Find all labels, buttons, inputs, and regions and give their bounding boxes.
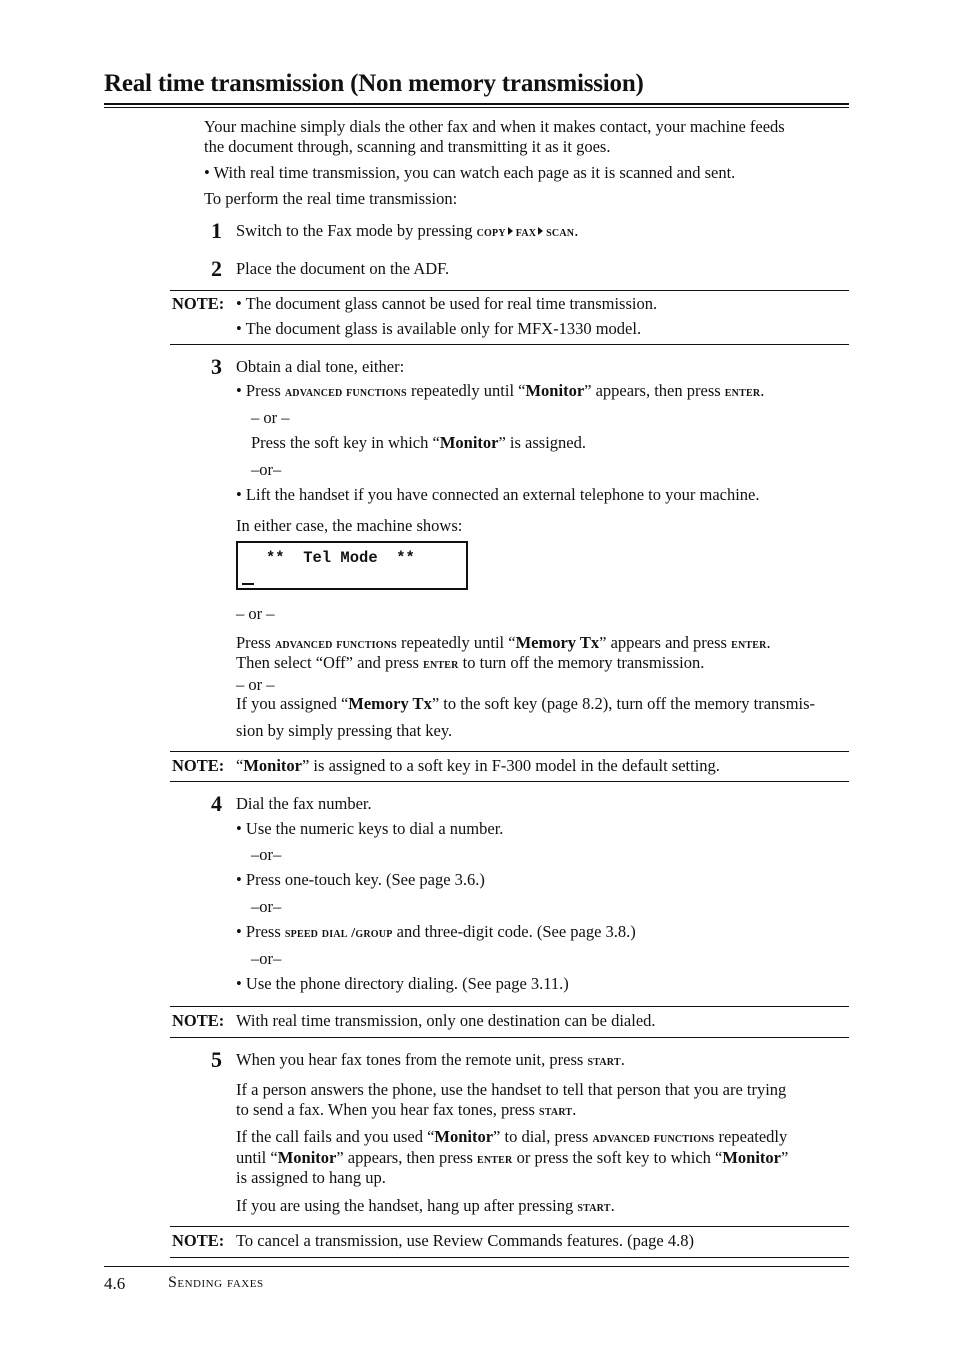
arrow-right-icon [508, 227, 513, 235]
step-2-number: 2 [211, 256, 222, 281]
note-1-rule-top [170, 290, 849, 291]
step-4-bullet-3: • Press speed dial /group and three-digit code. (See page 3.8.) [236, 922, 636, 941]
lcd-text: ** Tel Mode ** [266, 549, 415, 567]
or-separator: –or– [251, 845, 282, 864]
step-4-bullet-1: • Use the numeric keys to dial a number. [236, 819, 504, 838]
title-rule-bottom [104, 107, 849, 108]
title-rule-top [104, 103, 849, 105]
page-number: 4.6 [104, 1274, 126, 1293]
note-3-label: NOTE: [172, 1011, 225, 1030]
page-title: Real time transmission (Non memory transmission) [104, 70, 644, 97]
intro-perform: To perform the real time transmission: [204, 189, 458, 208]
note-3-rule-top [170, 1006, 849, 1007]
step-4-bullet-4: • Use the phone directory dialing. (See page 3.11.) [236, 974, 569, 993]
step-5-fail-1: If the call fails and you used “Monitor” to dial, press advanced functions repeatedly [236, 1127, 788, 1146]
note-1-bullet-1: • The document glass cannot be used for real time transmission. [236, 294, 658, 313]
step-3-memory-tx: Press advanced functions repeatedly until “Memory Tx” appears and press enter. [236, 633, 771, 652]
or-separator: – or – [251, 408, 290, 427]
note-4-rule-bottom [170, 1257, 849, 1258]
step-5-number: 5 [211, 1047, 222, 1072]
step-3-either: In either case, the machine shows: [236, 516, 463, 535]
arrow-right-icon [538, 227, 543, 235]
step-3-assigned-2: sion by simply pressing that key. [236, 721, 453, 740]
step-1-number: 1 [211, 218, 222, 243]
note-1-label: NOTE: [172, 294, 225, 313]
note-2-text: “Monitor” is assigned to a soft key in F-300 model in the default setting. [236, 756, 720, 775]
key-copy: copy [476, 225, 506, 240]
step-5-person-2: to send a fax. When you hear fax tones, press start. [236, 1100, 577, 1119]
step-4-bullet-2: • Press one-touch key. (See page 3.6.) [236, 870, 485, 889]
note-3-text: With real time transmission, only one destination can be dialed. [236, 1011, 656, 1030]
step-5-fail-2: until “Monitor” appears, then press enter or press the soft key to which “Monitor” [236, 1148, 789, 1167]
or-separator: – or – [236, 604, 275, 623]
note-1-rule-bottom [170, 344, 849, 345]
note-2-rule-top [170, 751, 849, 752]
footer-rule [104, 1266, 849, 1267]
or-separator: –or– [251, 897, 282, 916]
or-separator: – or – [236, 675, 275, 694]
or-separator: –or– [251, 949, 282, 968]
step-2-text: Place the document on the ADF. [236, 259, 450, 278]
intro-line-1: Your machine simply dials the other fax and when it makes contact, your machine feeds [204, 117, 785, 136]
note-2-rule-bottom [170, 781, 849, 782]
intro-bullet: • With real time transmission, you can watch each page as it is scanned and sent. [204, 163, 736, 182]
step-3-text: Obtain a dial tone, either: [236, 357, 405, 376]
step-3-bullet-a: • Press advanced functions repeatedly until “Monitor” appears, then press enter. [236, 381, 765, 400]
step-3-assigned: If you assigned “Memory Tx” to the soft key (page 8.2), turn off the memory transmis- [236, 694, 816, 713]
step-4-text: Dial the fax number. [236, 794, 372, 813]
step-3-softkey: Press the soft key in which “Monitor” is assigned. [251, 433, 586, 452]
step-1-text: Switch to the Fax mode by pressing copy fax scan. [236, 221, 579, 240]
note-4-text: To cancel a transmission, use Review Commands features. (page 4.8) [236, 1231, 694, 1250]
key-fax: fax [515, 225, 537, 240]
step-4-number: 4 [211, 791, 222, 816]
lcd-display [236, 541, 468, 590]
note-2-label: NOTE: [172, 756, 225, 775]
step-5-fail-3: is assigned to hang up. [236, 1168, 386, 1187]
key-scan: scan [546, 225, 575, 240]
step-5-text: When you hear fax tones from the remote unit, press start. [236, 1050, 625, 1069]
note-4-rule-top [170, 1226, 849, 1227]
lcd-cursor [242, 583, 254, 585]
or-separator: –or– [251, 460, 282, 479]
step-5-handset: If you are using the handset, hang up after pressing start. [236, 1196, 615, 1215]
step-3-bullet-c: • Lift the handset if you have connected an external telephone to your machine. [236, 485, 760, 504]
note-3-rule-bottom [170, 1037, 849, 1038]
step-3-number: 3 [211, 354, 222, 379]
step-5-person-1: If a person answers the phone, use the handset to tell that person that you are trying [236, 1080, 787, 1099]
section-name: Sending faxes [168, 1274, 264, 1291]
step-3-select-off: Then select “Off” and press enter to turn off the memory transmission. [236, 653, 705, 672]
intro-line-2: the document through, scanning and transmitting it as it goes. [204, 137, 611, 156]
note-1-bullet-2: • The document glass is available only for MFX-1330 model. [236, 319, 642, 338]
note-4-label: NOTE: [172, 1231, 225, 1250]
